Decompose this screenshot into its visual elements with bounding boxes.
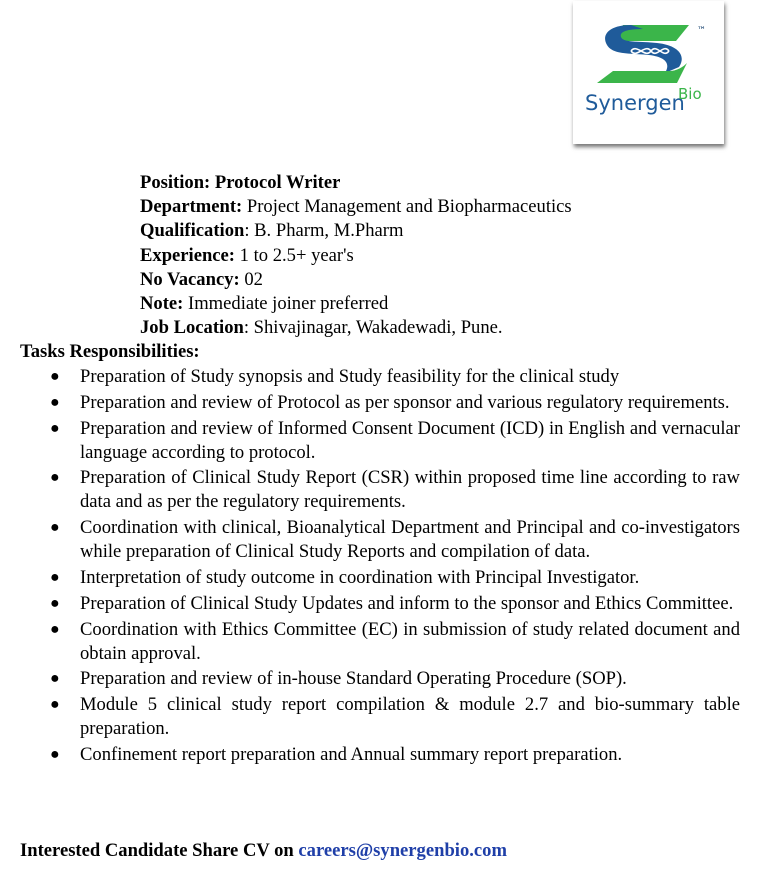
bullet-icon: ● [50,568,60,586]
position-row: Position: Protocol Writer [140,172,341,193]
bullet-icon: ● [50,469,60,487]
list-item: ● Preparation of Clinical Study Updates and inform to the sponsor and Ethics Committee. [50,592,734,614]
company-logo [573,1,724,144]
tasks-list [0,365,740,769]
list-item: ● Preparation of Study synopsis and Study feasibility for the clinical study [50,366,620,387]
list-item: ● Preparation and review of in-house Standard Operating Procedure (SOP). [50,668,627,690]
list-item: ● Confinement report preparation and Annual summary report preparation. [50,743,623,765]
bullet-icon: ● [50,620,60,638]
synergen-logo-icon [573,1,724,144]
list-item: ● Interpretation of study outcome in coordination with Principal Investigator. [50,566,640,588]
list-item: ● Preparation and review of Informed Consent Document (ICD) in English and vernacular language according to protocol. [50,417,740,463]
note-row: Note: Immediate joiner preferred [140,293,389,315]
list-item: ● Coordination with Ethics Committee (EC) in submission of study related document and obtain approval. [50,618,740,664]
logo-brand-name: Synergen [585,91,685,115]
bullet-icon: ● [50,368,60,385]
careers-email-link[interactable]: careers@synergenbio.com [298,840,507,861]
logo-trademark: ™ [697,26,706,36]
list-item: ● Preparation and review of Protocol as per sponsor and various regulatory requirements. [50,391,730,413]
footer-text: Interested Candidate Share CV on [20,840,299,861]
bullet-icon: ● [50,519,60,537]
bullet-icon: ● [50,594,60,612]
bullet-icon: ● [50,696,60,714]
qualification-row: Qualification: B. Pharm, M.Pharm [140,220,404,242]
bullet-icon: ● [50,670,60,688]
footer-contact [20,839,507,863]
tasks-heading: Tasks Responsibilities: [20,341,200,362]
list-item: ● Preparation of Clinical Study Report (CSR) within proposed time line according to raw data and as per the regulatory requirements. [50,467,740,513]
vacancy-row: No Vacancy: 02 [140,268,263,290]
bullet-icon: ● [50,745,60,763]
logo-brand-suffix: Bio [678,85,702,103]
bullet-icon: ● [50,419,60,437]
location-row: Job Location: Shivajinagar, Wakadewadi, Pune. [140,317,503,339]
experience-row: Experience: 1 to 2.5+ year's [140,244,354,266]
list-item: ● Coordination with clinical, Bioanalytical Department and Principal and co-investigators while preparation of Clinical Study Reports and compilation of data. [50,517,740,563]
list-item: ● Module 5 clinical study report compilation & module 2.7 and bio-summary table preparation. [50,694,740,740]
bullet-icon: ● [50,393,60,411]
department-row: Department: Project Management and Biopharmaceutics [140,196,572,218]
position-details [140,171,572,340]
